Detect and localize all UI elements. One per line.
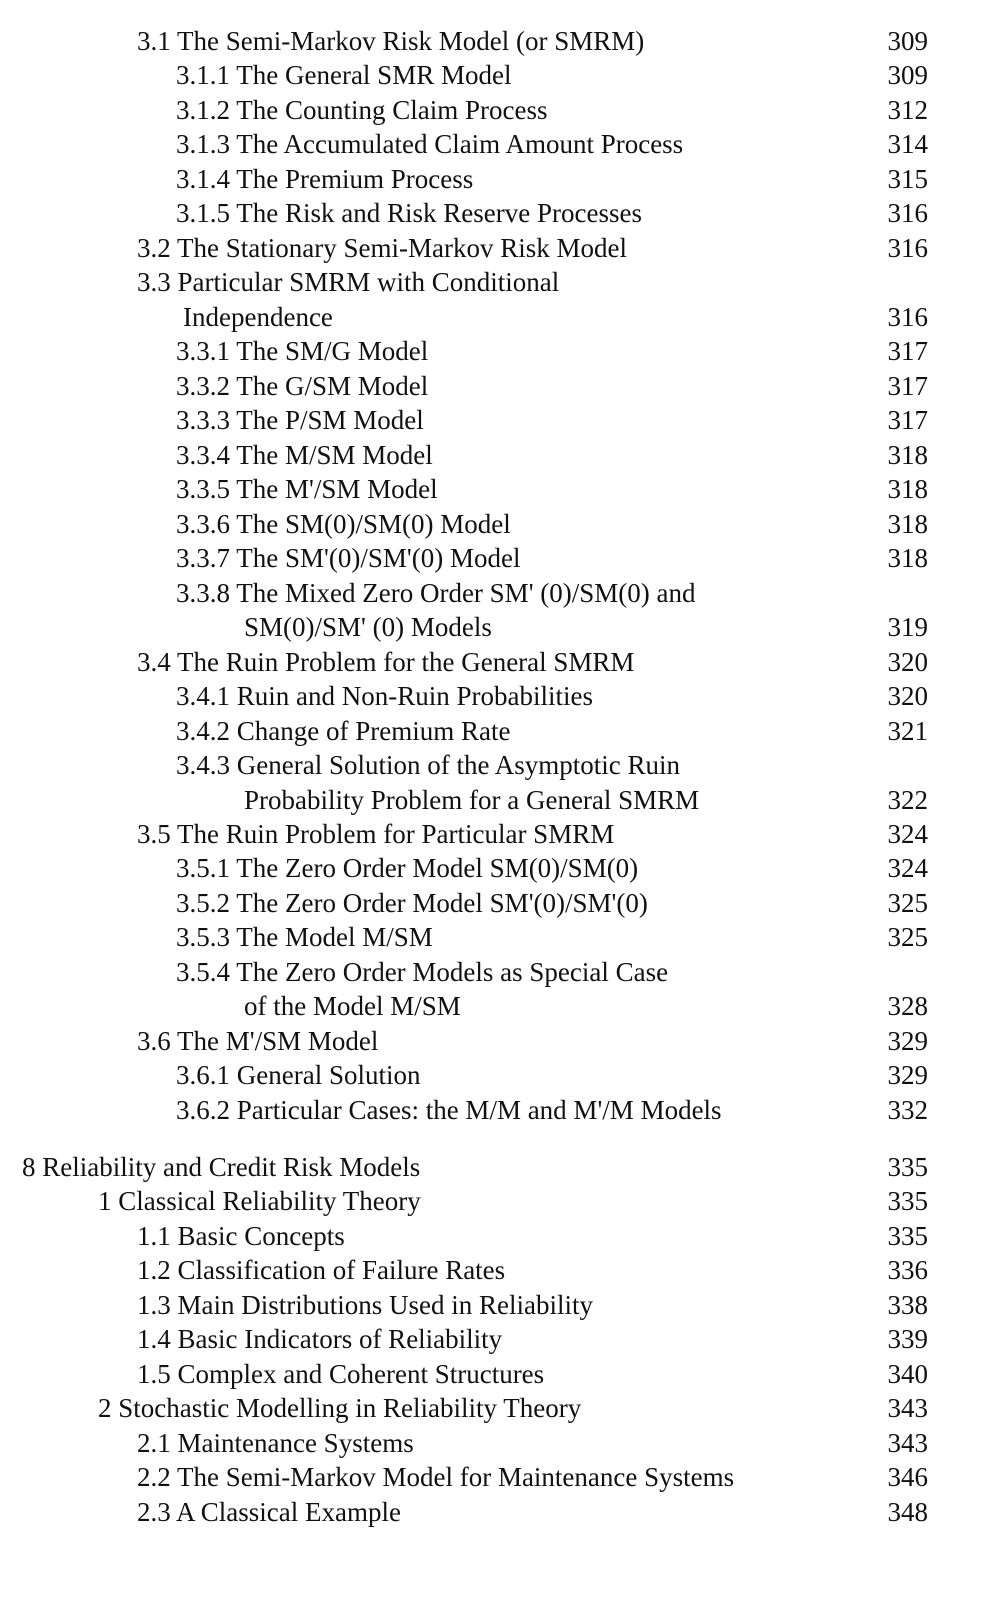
toc-entry-continuation xyxy=(0,783,988,817)
toc-entry-title: 3.4.1 Ruin and Non-Ruin Probabilities xyxy=(176,681,593,711)
toc-entry-page: 315 xyxy=(887,164,928,194)
toc-entry-page: 320 xyxy=(887,681,928,711)
toc-entry-page: 339 xyxy=(887,1324,928,1354)
toc-entry xyxy=(0,851,988,885)
toc-entry xyxy=(0,1184,988,1218)
toc-entry-page: 335 xyxy=(887,1186,928,1216)
toc-entry-continuation xyxy=(0,610,988,644)
toc-entry-page: 318 xyxy=(887,543,928,573)
toc-entry-page: 316 xyxy=(887,198,928,228)
toc-entry-title: 3.6.2 Particular Cases: the M/M and M'/M Models xyxy=(176,1095,722,1125)
toc-entry-page: 309 xyxy=(887,60,928,90)
toc-entry-page: 335 xyxy=(887,1152,928,1182)
toc-entry xyxy=(0,955,988,989)
toc-entry-page: 328 xyxy=(887,991,928,1021)
toc-entry-page: 324 xyxy=(887,819,928,849)
toc-entry-page: 336 xyxy=(887,1255,928,1285)
toc-entry xyxy=(0,1093,988,1127)
toc-entry-page: 312 xyxy=(887,95,928,125)
toc-entry xyxy=(0,58,988,92)
toc-entry-title: 1.3 Main Distributions Used in Reliability xyxy=(137,1290,593,1320)
toc-entry xyxy=(0,817,988,851)
toc-entry xyxy=(0,576,988,610)
toc-entry-title: 3.1.5 The Risk and Risk Reserve Processes xyxy=(176,198,642,228)
toc-entry-page: 343 xyxy=(887,1393,928,1423)
toc-entry xyxy=(0,231,988,265)
toc-entry-page: 320 xyxy=(887,647,928,677)
toc-entry xyxy=(0,1253,988,1287)
toc-entry xyxy=(0,1219,988,1253)
toc-entry-page: 316 xyxy=(887,302,928,332)
toc-entry-page: 348 xyxy=(887,1497,928,1527)
toc-entry-page: 321 xyxy=(887,716,928,746)
toc-entry-title: 3.3.8 The Mixed Zero Order SM' (0)/SM(0) and xyxy=(176,578,696,608)
toc-entry-title: 2 Stochastic Modelling in Reliability Theory xyxy=(98,1393,582,1423)
toc-entry-page: 325 xyxy=(887,922,928,952)
toc-entry-title: 3.3.3 The P/SM Model xyxy=(176,405,424,435)
toc-entry xyxy=(0,196,988,230)
toc-entry-page: 322 xyxy=(887,785,928,815)
toc-entry-title: 3.3.1 The SM/G Model xyxy=(176,336,429,366)
toc-entry xyxy=(0,541,988,575)
toc-entry-title: 3.3.7 The SM'(0)/SM'(0) Model xyxy=(176,543,521,573)
toc-entry-page: 329 xyxy=(887,1026,928,1056)
toc-entry-page: 343 xyxy=(887,1428,928,1458)
toc-entry xyxy=(0,1426,988,1460)
toc-entry xyxy=(0,93,988,127)
toc-entry-page: 317 xyxy=(887,336,928,366)
toc-entry-page: 329 xyxy=(887,1060,928,1090)
toc-entry-title: 1.2 Classification of Failure Rates xyxy=(137,1255,506,1285)
toc-entry xyxy=(0,1391,988,1425)
toc-chapter xyxy=(0,1150,988,1184)
toc-entry xyxy=(0,645,988,679)
toc-entry-title: 3.5.2 The Zero Order Model SM'(0)/SM'(0) xyxy=(176,888,648,918)
toc-entry-page: 332 xyxy=(887,1095,928,1125)
toc-entry-page: 317 xyxy=(887,405,928,435)
toc-entry-title: 3.3.5 The M'/SM Model xyxy=(176,474,438,504)
toc-entry-title: 1.4 Basic Indicators of Reliability xyxy=(137,1324,503,1354)
toc-entry-title: 2.2 The Semi-Markov Model for Maintenance Systems xyxy=(137,1462,735,1492)
toc-entry-page: 318 xyxy=(887,440,928,470)
toc-entry-title: 3.1.2 The Counting Claim Process xyxy=(176,95,548,125)
toc-entry xyxy=(0,1024,988,1058)
toc-entry-page: 338 xyxy=(887,1290,928,1320)
toc-entry xyxy=(0,162,988,196)
toc-entry xyxy=(0,1322,988,1356)
toc-entry xyxy=(0,507,988,541)
toc-entry-title: 3.1 The Semi-Markov Risk Model (or SMRM) xyxy=(137,26,645,56)
toc-entry-page: 314 xyxy=(887,129,928,159)
toc-entry-title: 3.3.4 The M/SM Model xyxy=(176,440,433,470)
toc-entry-title: 3.5 The Ruin Problem for Particular SMRM xyxy=(137,819,615,849)
toc-entry-page: 340 xyxy=(887,1359,928,1389)
toc-entry xyxy=(0,403,988,437)
toc-entry xyxy=(0,127,988,161)
toc-entry-title: 3.4.3 General Solution of the Asymptotic Ruin xyxy=(176,750,680,780)
toc-entry-continuation xyxy=(0,300,988,334)
toc-entry-title: SM(0)/SM' (0) Models xyxy=(244,612,492,642)
toc-entry-page: 324 xyxy=(887,853,928,883)
toc-entry-title: 3.1.1 The General SMR Model xyxy=(176,60,512,90)
toc-entry-title: 3.1.4 The Premium Process xyxy=(176,164,474,194)
toc-entry-title: Independence xyxy=(183,302,333,332)
toc-entry xyxy=(0,1357,988,1391)
toc-entry-title: 3.6.1 General Solution xyxy=(176,1060,421,1090)
toc-entry xyxy=(0,472,988,506)
toc-entry-page: 325 xyxy=(887,888,928,918)
toc-entry-page: 309 xyxy=(887,26,928,56)
toc-entry-title: 1 Classical Reliability Theory xyxy=(98,1186,421,1216)
toc-entry-title: 3.2 The Stationary Semi-Markov Risk Model xyxy=(137,233,627,263)
toc-entry xyxy=(0,1288,988,1322)
toc-entry-title: 3.3 Particular SMRM with Conditional xyxy=(137,267,560,297)
toc-entry xyxy=(0,679,988,713)
toc-entry-title: 3.6 The M'/SM Model xyxy=(137,1026,379,1056)
toc-entry-title: 8 Reliability and Credit Risk Models xyxy=(22,1152,421,1182)
toc-entry-title: 3.3.2 The G/SM Model xyxy=(176,371,429,401)
toc-entry xyxy=(0,714,988,748)
toc-entry-page: 318 xyxy=(887,474,928,504)
toc-entry xyxy=(0,438,988,472)
toc-entry-continuation xyxy=(0,989,988,1023)
toc-entry-title: 1.1 Basic Concepts xyxy=(137,1221,345,1251)
toc-entry xyxy=(0,886,988,920)
toc-entry xyxy=(0,334,988,368)
toc-entry xyxy=(0,920,988,954)
toc-entry xyxy=(0,265,988,299)
toc-entry xyxy=(0,24,988,58)
toc-entry-title: 3.4 The Ruin Problem for the General SMRM xyxy=(137,647,635,677)
toc-entry xyxy=(0,1460,988,1494)
toc-entry xyxy=(0,369,988,403)
toc-entry xyxy=(0,748,988,782)
toc-entry-page: 346 xyxy=(887,1462,928,1492)
toc-entry-title: 3.1.3 The Accumulated Claim Amount Process xyxy=(176,129,684,159)
toc-entry-title: 3.3.6 The SM(0)/SM(0) Model xyxy=(176,509,511,539)
toc-entry-title: 3.4.2 Change of Premium Rate xyxy=(176,716,511,746)
toc-entry-page: 317 xyxy=(887,371,928,401)
toc-entry-title: 3.5.4 The Zero Order Models as Special Case xyxy=(176,957,669,987)
toc-entry xyxy=(0,1495,988,1529)
toc-entry-page: 318 xyxy=(887,509,928,539)
toc-entry-title: Probability Problem for a General SMRM xyxy=(244,785,700,815)
toc-entry-page: 335 xyxy=(887,1221,928,1251)
toc-entry-page: 316 xyxy=(887,233,928,263)
toc-entry-title: 3.5.1 The Zero Order Model SM(0)/SM(0) xyxy=(176,853,639,883)
toc-entry-title: 2.1 Maintenance Systems xyxy=(137,1428,414,1458)
toc-entry-page: 319 xyxy=(887,612,928,642)
toc-entry-title: of the Model M/SM xyxy=(244,991,461,1021)
toc-entry-title: 1.5 Complex and Coherent Structures xyxy=(137,1359,545,1389)
toc-entry xyxy=(0,1058,988,1092)
toc-entry-title: 2.3 A Classical Example xyxy=(137,1497,401,1527)
toc-entry-title: 3.5.3 The Model M/SM xyxy=(176,922,433,952)
